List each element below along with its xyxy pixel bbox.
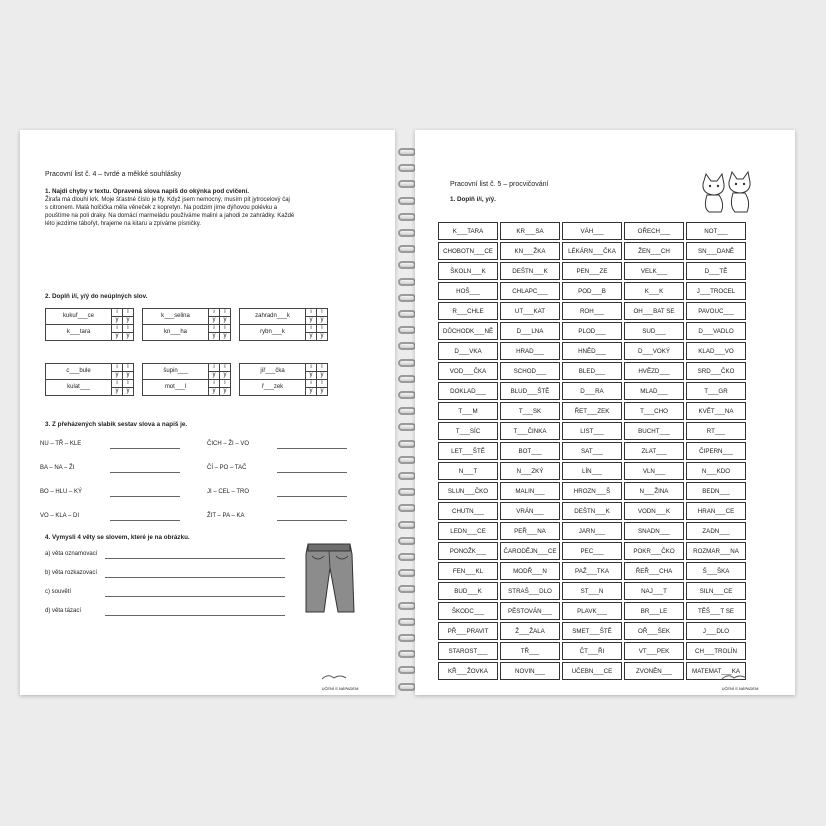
letter-option[interactable]: ý <box>220 317 231 325</box>
word-cell[interactable]: N___ZKÝ <box>500 462 560 480</box>
grid-row <box>437 441 747 461</box>
binding-ring <box>398 359 416 367</box>
grid-row <box>437 521 747 541</box>
syllables-label: ČÍ – PO – TAČ <box>207 465 247 471</box>
grid-row <box>437 621 747 641</box>
word-cell[interactable]: UT___KAT <box>500 302 560 320</box>
letter-option[interactable]: y <box>306 388 317 396</box>
letter-option[interactable]: ý <box>123 317 134 325</box>
binding-ring <box>398 261 416 269</box>
word-cell[interactable]: NOT___ <box>686 222 746 240</box>
footer-logo <box>320 668 360 691</box>
binding-ring <box>398 180 416 188</box>
grid-row <box>437 241 747 261</box>
grid-row <box>437 561 747 581</box>
word-cell[interactable]: HRAD___ <box>500 342 560 360</box>
word-cell[interactable]: UČEBN___CE <box>562 662 622 680</box>
word-cell[interactable]: ŠKOLN___K <box>438 262 498 280</box>
word-cell[interactable]: T___ČINKA <box>500 422 560 440</box>
word-cell[interactable]: Ž___ŽALA <box>500 622 560 640</box>
word-cell[interactable]: OH___BAT SE <box>624 302 684 320</box>
answer-line[interactable] <box>105 596 285 597</box>
word-cell[interactable]: ŘEŘ___CHA <box>624 562 684 580</box>
grid-row <box>437 641 747 661</box>
word-cell[interactable]: OŘECH___ <box>624 222 684 240</box>
word-cell: ř___zek <box>240 380 306 396</box>
pants-illustration <box>302 540 356 616</box>
binding-ring <box>398 472 416 480</box>
word-cell[interactable]: PLOD___ <box>562 322 622 340</box>
binding-ring <box>398 634 416 642</box>
exercise-4-title: 4. Vymysli 4 věty se slovem, které je na obrázku. <box>45 534 190 541</box>
letter-option[interactable]: i <box>112 309 123 317</box>
letter-option[interactable]: ý <box>317 388 328 396</box>
syllables-label: BA – NA – ŽI <box>40 465 75 471</box>
word-cell: c___bule <box>46 364 112 380</box>
word-cell[interactable]: ŘET___ZEK <box>562 402 622 420</box>
letter-option[interactable]: í <box>220 380 231 388</box>
grid-row <box>437 301 747 321</box>
word-cell[interactable]: CHOBOTN___CE <box>438 242 498 260</box>
word-cell: jíř___čka <box>240 364 306 380</box>
word-cell[interactable]: HOŠ___ <box>438 282 498 300</box>
word-cell[interactable]: ZLAT___ <box>624 442 684 460</box>
syllables-label: NU – TŘ – KLE <box>40 441 82 447</box>
letter-option[interactable]: i <box>112 380 123 388</box>
word-cell[interactable]: ZADN___ <box>686 522 746 540</box>
binding-ring <box>398 666 416 674</box>
grid-row <box>437 581 747 601</box>
letter-option[interactable]: i <box>306 380 317 388</box>
word-cell[interactable]: VODN___K <box>624 502 684 520</box>
letter-option[interactable]: ý <box>220 372 231 380</box>
binding-ring <box>398 585 416 593</box>
letter-option[interactable]: í <box>123 380 134 388</box>
answer-line[interactable] <box>277 472 347 473</box>
syllables-label: JI – CEL – TRO <box>207 489 250 495</box>
binding-ring <box>398 213 416 221</box>
word-cell[interactable]: D___VKA <box>438 342 498 360</box>
word-cell: k___tara <box>46 325 112 341</box>
binding-ring <box>398 375 416 383</box>
binding-ring <box>398 326 416 334</box>
syllables-label: BO – HLU – KÝ <box>40 489 83 495</box>
word-cell[interactable]: PŘ___PRAVIT <box>438 622 498 640</box>
word-cell: kn___ha <box>143 325 209 341</box>
word-cell[interactable]: VRÁN___ <box>500 502 560 520</box>
answer-line[interactable] <box>277 496 347 497</box>
word-cell[interactable]: PAVOUC___ <box>686 302 746 320</box>
binding-ring <box>398 310 416 318</box>
word-cell[interactable]: SUD___ <box>624 322 684 340</box>
word-cell[interactable]: ČIPERN___ <box>686 442 746 460</box>
word-cell[interactable]: HVĚZD___ <box>624 362 684 380</box>
word-cell[interactable]: DOKLAD___ <box>438 382 498 400</box>
word-cell[interactable]: SN___DANĚ <box>686 242 746 260</box>
grid-row <box>437 481 747 501</box>
word-cell[interactable]: SLUN___ČKO <box>438 482 498 500</box>
word-cell[interactable]: ŽEN___CH <box>624 242 684 260</box>
binding-ring <box>398 650 416 658</box>
footer-text: UČENÍ S NÁPADEM <box>721 686 759 691</box>
binding-ring <box>398 229 416 237</box>
word-cell[interactable]: K___K <box>624 282 684 300</box>
answer-line[interactable] <box>110 520 180 521</box>
word-cell: šupin___ <box>143 364 209 380</box>
binding-ring <box>398 553 416 561</box>
binding-ring <box>398 407 416 415</box>
word-cell[interactable]: PEC___ <box>562 542 622 560</box>
word-cell[interactable]: KVĚT___NA <box>686 402 746 420</box>
word-cell[interactable]: POD___B <box>562 282 622 300</box>
word-cell[interactable]: PONOŽK___ <box>438 542 498 560</box>
word-cell[interactable]: SMET___ŠTĚ <box>562 622 622 640</box>
word-cell[interactable]: KLAD___VO <box>686 342 746 360</box>
word-cell: kulat___ <box>46 380 112 396</box>
binding-ring <box>398 602 416 610</box>
word-cell[interactable]: OŘ___ŠEK <box>624 622 684 640</box>
word-cell[interactable]: PĚSTOVÁN___ <box>500 602 560 620</box>
letter-option[interactable]: í <box>123 325 134 333</box>
binding-ring <box>398 245 416 253</box>
word-cell[interactable]: D___TĚ <box>686 262 746 280</box>
word-cell[interactable]: ZVONĚN___ <box>624 662 684 680</box>
grid-row <box>437 501 747 521</box>
word-cell[interactable]: T___SK <box>500 402 560 420</box>
word-cell[interactable]: VOD___ČKA <box>438 362 498 380</box>
right-worksheet-page <box>415 130 795 695</box>
word-cell[interactable]: BLUD___ŠTĚ <box>500 382 560 400</box>
word-cell[interactable]: BR___LE <box>624 602 684 620</box>
text-line: Žirafa má dlouhí krk. Moje šťastné číslo je tfy. Když jsem nemocný, musím pít jytrocelový čaj <box>45 197 290 203</box>
grid-row <box>437 321 747 341</box>
letter-option[interactable]: y <box>209 333 220 341</box>
letter-option[interactable]: y <box>209 372 220 380</box>
word-cell[interactable]: CHLAPC___ <box>500 282 560 300</box>
binding-ring <box>398 537 416 545</box>
word-grid <box>437 221 747 681</box>
word-cell[interactable]: PAŽ___TKA <box>562 562 622 580</box>
letter-option[interactable]: í <box>123 364 134 372</box>
syllables-label: VO – KLA – DI <box>40 513 80 519</box>
letter-option[interactable]: ý <box>123 372 134 380</box>
word-cell[interactable]: MATEMAT___KA <box>686 662 746 680</box>
word-cell[interactable]: MODŘ___N <box>500 562 560 580</box>
word-cell[interactable]: BOT___ <box>500 442 560 460</box>
letter-option[interactable]: í <box>317 380 328 388</box>
letter-option[interactable]: í <box>317 364 328 372</box>
word-cell[interactable]: T___SÍC <box>438 422 498 440</box>
binding-ring <box>398 423 416 431</box>
word-cell[interactable]: TŘ___ <box>500 642 560 660</box>
letter-option[interactable]: í <box>123 309 134 317</box>
letter-option[interactable]: y <box>209 317 220 325</box>
word-cell[interactable]: K___TARA <box>438 222 498 240</box>
word-cell[interactable]: PEN___ZE <box>562 262 622 280</box>
binding-ring <box>398 164 416 172</box>
binding-ring <box>398 391 416 399</box>
letter-option[interactable]: ý <box>317 317 328 325</box>
word-cell: mot___l <box>143 380 209 396</box>
exercise-3-title: 3. Z přeházených slabik sestav slova a napiš je. <box>45 421 188 428</box>
grid-row <box>437 381 747 401</box>
word-cell[interactable]: VLN___ <box>624 462 684 480</box>
word-cell[interactable]: J___TROCEL <box>686 282 746 300</box>
letter-option[interactable]: i <box>209 325 220 333</box>
word-cell[interactable]: D___LNA <box>500 322 560 340</box>
letter-option[interactable]: ý <box>220 333 231 341</box>
grid-row <box>437 261 747 281</box>
answer-line[interactable] <box>277 448 347 449</box>
word-cell[interactable]: KN___ŽKA <box>500 242 560 260</box>
word-cell[interactable]: VÁH___ <box>562 222 622 240</box>
word-cell[interactable]: ROZMAR___NA <box>686 542 746 560</box>
word-cell[interactable]: JARN___ <box>562 522 622 540</box>
left-worksheet-page <box>20 130 395 695</box>
letter-option[interactable]: ý <box>317 372 328 380</box>
word-cell[interactable]: STRAŠ___DLO <box>500 582 560 600</box>
kittens-illustration <box>697 170 755 214</box>
sentence-prompt: c) souvětí <box>45 589 72 595</box>
word-cell[interactable]: VT___PEK <box>624 642 684 660</box>
text-line: s citronem. Malá holčička měla věneček z kopretyn. Na podzim jíme dýňovou polévku a <box>45 205 278 211</box>
grid-row <box>437 541 747 561</box>
answer-line[interactable] <box>110 496 180 497</box>
word-cell[interactable]: R___CHLE <box>438 302 498 320</box>
word-cell[interactable]: BUCHT___ <box>624 422 684 440</box>
text-line: léto jezdíme tábořyt, hrajeme na kitaru a zpíváme písničky. <box>45 221 201 227</box>
word-cell[interactable]: DŮCHODK___NĚ <box>438 322 498 340</box>
word-cell[interactable]: NAJ___T <box>624 582 684 600</box>
word-cell[interactable]: CHUTN___ <box>438 502 498 520</box>
word-cell[interactable]: LET___ŠTĚ <box>438 442 498 460</box>
word-cell[interactable]: Š___ŠKA <box>686 562 746 580</box>
word-cell[interactable]: DEŠTN___K <box>562 502 622 520</box>
exercise-1-title: 1. Najdi chyby v textu. Opravená slova napiš do okýnka pod cvičení. <box>45 188 250 195</box>
text-line: pouštíme na poli draky. Na domácí marmeládu používáme malinì a jahodi ze zahrádky. Každé <box>45 213 295 219</box>
exercise-1-text <box>45 196 375 228</box>
word-cell[interactable]: SRD___ČKO <box>686 362 746 380</box>
exercise-1-title: 1. Doplň i/í, y/ý. <box>450 196 496 203</box>
logo-mark <box>320 673 360 681</box>
word-cell[interactable]: BEDN___ <box>686 482 746 500</box>
syllables-label: ŽIT – PA – KA <box>207 513 245 519</box>
word-cell[interactable]: ČARODĚJN___CE <box>500 542 560 560</box>
grid-row <box>437 221 747 241</box>
binding-ring <box>398 148 416 156</box>
word-cell: k___selina <box>143 309 209 325</box>
word-cell[interactable]: DEŠTN___K <box>500 262 560 280</box>
word-cell[interactable]: N___ŽINA <box>624 482 684 500</box>
binding-ring <box>398 278 416 286</box>
letter-option[interactable]: í <box>220 364 231 372</box>
word-cell[interactable]: TĚŠ___T SE <box>686 602 746 620</box>
word-cell: zahradn___k <box>240 309 306 325</box>
word-cell[interactable]: ST___N <box>562 582 622 600</box>
word-cell[interactable]: HROZN___Š <box>562 482 622 500</box>
word-cell[interactable]: POKR___ČKO <box>624 542 684 560</box>
word-cell[interactable]: ŠKODC___ <box>438 602 498 620</box>
grid-row <box>437 461 747 481</box>
word-cell[interactable]: T___GR <box>686 382 746 400</box>
letter-option[interactable]: i <box>209 364 220 372</box>
word-cell[interactable]: BLED___ <box>562 362 622 380</box>
letter-option[interactable]: í <box>220 309 231 317</box>
letter-option[interactable]: i <box>112 325 123 333</box>
word-cell[interactable]: KŘ___ŽOVKA <box>438 662 498 680</box>
binding-ring <box>398 294 416 302</box>
sentence-prompt: d) věta tázací <box>45 608 82 614</box>
letter-option[interactable]: y <box>112 317 123 325</box>
binding-ring <box>398 618 416 626</box>
fill-table <box>45 308 328 341</box>
binding-ring <box>398 440 416 448</box>
word-cell[interactable]: ČT___ŘI <box>562 642 622 660</box>
word-cell[interactable]: MALIN___ <box>500 482 560 500</box>
letter-option[interactable]: y <box>306 333 317 341</box>
word-cell[interactable]: LIST___ <box>562 422 622 440</box>
word-cell[interactable]: LEDN___CE <box>438 522 498 540</box>
letter-option[interactable]: í <box>220 325 231 333</box>
word-cell[interactable]: ROH___ <box>562 302 622 320</box>
letter-option[interactable]: y <box>209 388 220 396</box>
answer-line[interactable] <box>110 472 180 473</box>
binding-ring <box>398 488 416 496</box>
word-cell[interactable]: CH___TROLÍN <box>686 642 746 660</box>
word-cell[interactable]: HRAN___CE <box>686 502 746 520</box>
worksheet-title: Pracovní list č. 4 – tvrdé a měkké souhlásky <box>45 171 182 178</box>
letter-option[interactable]: y <box>306 317 317 325</box>
grid-row <box>437 341 747 361</box>
word-cell[interactable]: D___VOKÝ <box>624 342 684 360</box>
worksheet-title: Pracovní list č. 5 – procvičování <box>450 181 549 188</box>
word-cell[interactable]: D___VADLO <box>686 322 746 340</box>
word-cell[interactable]: BUD___K <box>438 582 498 600</box>
answer-line[interactable] <box>105 558 285 559</box>
word-cell[interactable]: SAT___ <box>562 442 622 460</box>
word-cell[interactable]: VELK___ <box>624 262 684 280</box>
exercise-2-title: 2. Doplň i/í, y/ý do neúplných slov. <box>45 293 148 300</box>
word-cell[interactable]: J___DLO <box>686 622 746 640</box>
word-cell[interactable]: LÉKÁRN___ČKA <box>562 242 622 260</box>
word-cell[interactable]: D___RA <box>562 382 622 400</box>
word-cell[interactable]: PLAVK___ <box>562 602 622 620</box>
grid-row <box>437 601 747 621</box>
answer-line[interactable] <box>105 615 285 616</box>
word-cell[interactable]: STAROST___ <box>438 642 498 660</box>
word-cell: rybn___k <box>240 325 306 341</box>
answer-line[interactable] <box>105 577 285 578</box>
word-cell[interactable]: N___KDO <box>686 462 746 480</box>
letter-option[interactable]: i <box>306 309 317 317</box>
word-cell[interactable]: N___T <box>438 462 498 480</box>
binding-ring <box>398 197 416 205</box>
binding-ring <box>398 504 416 512</box>
binding-ring <box>398 683 416 691</box>
letter-option[interactable]: i <box>306 325 317 333</box>
word-cell[interactable]: SILN___CE <box>686 582 746 600</box>
grid-row <box>437 281 747 301</box>
logo-mark <box>720 673 760 681</box>
sentence-prompt: b) věta rozkazovací <box>45 570 98 576</box>
word-cell[interactable]: HNĚD___ <box>562 342 622 360</box>
word-cell[interactable]: FEN___KL <box>438 562 498 580</box>
word-cell[interactable]: RT___ <box>686 422 746 440</box>
word-cell[interactable]: T___CHO <box>624 402 684 420</box>
letter-option[interactable]: í <box>317 309 328 317</box>
word-cell[interactable]: KR___SA <box>500 222 560 240</box>
word-cell[interactable]: MLAD___ <box>624 382 684 400</box>
footer-logo <box>720 668 760 691</box>
sentence-prompt: a) věta oznamovací <box>45 551 98 557</box>
grid-row <box>437 661 747 681</box>
letter-option[interactable]: ý <box>123 333 134 341</box>
word-cell[interactable]: LÍN___ <box>562 462 622 480</box>
letter-option[interactable]: i <box>306 364 317 372</box>
letter-option[interactable]: y <box>112 333 123 341</box>
answer-line[interactable] <box>110 448 180 449</box>
footer-text: UČENÍ S NÁPADEM <box>321 686 359 691</box>
letter-option[interactable]: y <box>112 372 123 380</box>
binding-ring <box>398 342 416 350</box>
answer-line[interactable] <box>277 520 347 521</box>
letter-option[interactable]: i <box>209 309 220 317</box>
letter-option[interactable]: ý <box>220 388 231 396</box>
word-cell[interactable]: PEŘ___NA <box>500 522 560 540</box>
grid-row <box>437 421 747 441</box>
binding-ring <box>398 521 416 529</box>
letter-option[interactable]: í <box>317 325 328 333</box>
word-cell: kukuř___ce <box>46 309 112 325</box>
grid-row <box>437 401 747 421</box>
letter-option[interactable]: i <box>112 364 123 372</box>
word-cell[interactable]: SNADN___ <box>624 522 684 540</box>
binding-ring <box>398 456 416 464</box>
grid-row <box>437 361 747 381</box>
letter-option[interactable]: ý <box>317 333 328 341</box>
binding-ring <box>398 569 416 577</box>
letter-option[interactable]: y <box>306 372 317 380</box>
letter-option[interactable]: ý <box>123 388 134 396</box>
letter-option[interactable]: y <box>112 388 123 396</box>
word-cell[interactable]: NOVIN___ <box>500 662 560 680</box>
fill-table <box>45 363 328 396</box>
word-cell[interactable]: SCHOD___ <box>500 362 560 380</box>
word-cell[interactable]: T___M <box>438 402 498 420</box>
letter-option[interactable]: i <box>209 380 220 388</box>
syllables-label: ČICH – ŽI – VO <box>207 441 250 447</box>
